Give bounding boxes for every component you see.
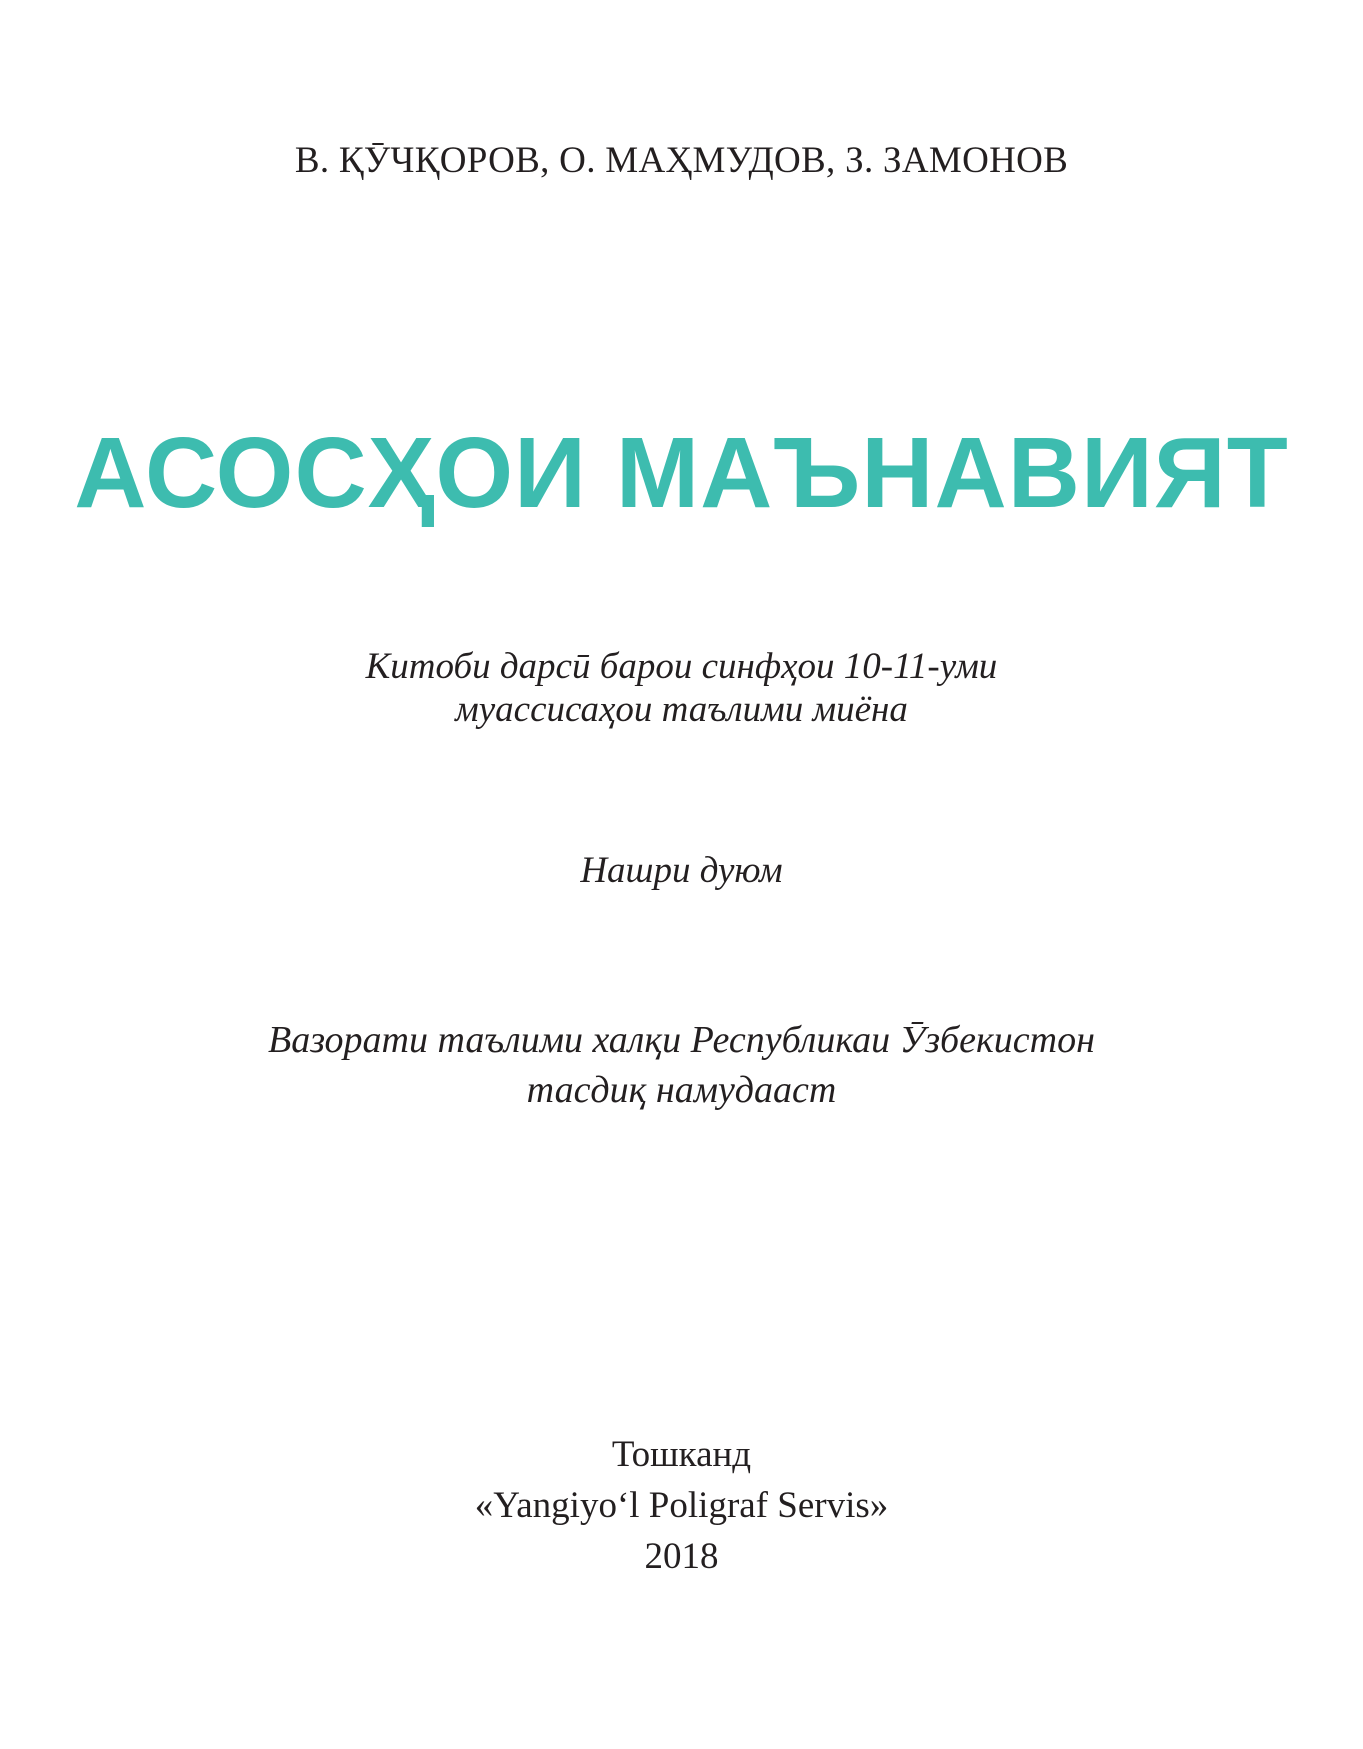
approval-line-1: Вазорати таълими халқи Республикаи Ӯзбекистон	[268, 1019, 1095, 1061]
imprint-city: Тошканд	[611, 1434, 752, 1475]
approval-line-2: тасдиқ намудааст	[526, 1069, 837, 1111]
edition-label: Нашри дуюм	[580, 850, 783, 891]
imprint-publisher: «Yangiyoʻl Poligraf Servis»	[474, 1485, 889, 1526]
imprint-year: 2018	[644, 1536, 719, 1577]
authors-line: В. ҚӮЧҚОРОВ, О. МАҲМУДОВ, З. ЗАМОНОВ	[294, 140, 1069, 181]
subtitle-line-2: муассисаҳои таълими миёна	[455, 689, 908, 730]
book-title: АСОСҲОИ МАЪНАВИЯТ	[74, 417, 1289, 529]
subtitle-line-1: Китоби дарсӣ барои синфҳои 10-11-уми	[365, 646, 998, 687]
